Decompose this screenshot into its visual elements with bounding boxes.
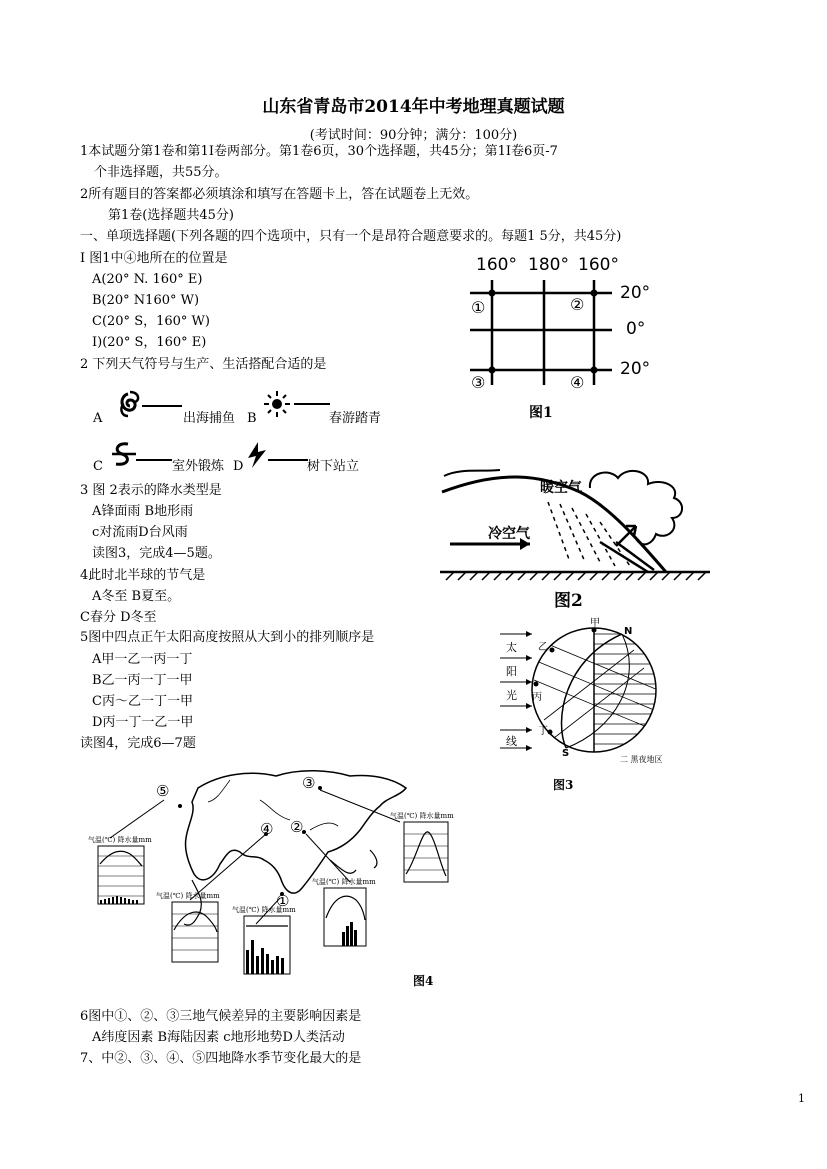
- figure-4-caption: 图4: [413, 974, 434, 988]
- sun-char-1: 太: [506, 641, 517, 654]
- q1-option-d: I)(20° S，160° E): [92, 335, 207, 350]
- figure-1-caption: 图1: [529, 405, 553, 421]
- q2-b-text: 春游踏青: [329, 411, 382, 426]
- read-fig4-note: 读图4，完成6—7题: [80, 736, 196, 751]
- lat-label-2: 0°: [626, 319, 646, 339]
- page-title: 山东省青岛市2014年中考地理真题试题: [262, 97, 565, 117]
- exam-info: (考试时间：90分钟；满分：100分): [309, 128, 518, 143]
- lat-label-3: 20°: [620, 359, 651, 379]
- figure-3-globe: [494, 620, 699, 770]
- q2-b-letter: B: [247, 411, 257, 426]
- q2-stem: 2 下列天气符号与生产、生活搭配合适的是: [80, 357, 327, 372]
- point-bing: 丙: [532, 692, 542, 703]
- chart-4-header: 气温(℃) 降水量mm: [156, 892, 220, 900]
- figure-2-front: [440, 462, 715, 587]
- page-number: 1: [798, 1092, 805, 1105]
- q4-options-2: C春分 D冬至: [80, 610, 157, 625]
- map-point-1: ①: [276, 892, 290, 910]
- map-point-5: ⑤: [156, 782, 170, 800]
- figure-1-grid: [462, 250, 662, 420]
- read-fig3-note: 读图3，完成4—5题。: [92, 546, 221, 561]
- map-point-4: ④: [260, 820, 274, 838]
- fig1-point-3: ③: [471, 373, 486, 392]
- point-ding: 丁: [538, 726, 548, 737]
- q6-stem: 6图中①、②、③三地气候差异的主要影响因素是: [80, 1009, 362, 1024]
- lon-label-2: 180°: [528, 255, 569, 275]
- lon-label-3: 160°: [578, 255, 619, 275]
- chart-5-header: 气温(℃) 降水量mm: [88, 836, 152, 844]
- q1-option-b: B(20° N160° W): [92, 293, 200, 308]
- q1-option-c: C(20° S，160° W): [92, 314, 210, 329]
- chart-1-header: 气温(℃) 降水量mm: [232, 906, 296, 914]
- map-point-3: ③: [302, 774, 316, 792]
- map-point-2: ②: [290, 818, 304, 836]
- lat-label-1: 20°: [620, 283, 651, 303]
- q5-option-a: A甲一乙一丙一丁: [92, 652, 193, 667]
- instruction-1: 1本试题分第1卷和第1I卷两部分。第1卷6页，30个选择题，共45分；第1I卷6页-7: [80, 144, 558, 159]
- point-yi: 乙: [538, 642, 548, 653]
- q2-c-text: 室外锻炼: [172, 459, 225, 474]
- sun-char-2: 阳: [506, 665, 517, 678]
- chart-3-header: 气温(℃) 降水量mm: [390, 812, 454, 820]
- night-legend: 二 黑夜地区: [620, 755, 663, 764]
- section-heading: 第1卷(选择题共45分): [108, 208, 234, 223]
- q3-options-2: c对流雨D台风雨: [92, 525, 188, 540]
- climate-chart-4: [156, 891, 220, 962]
- sun-char-3: 光: [506, 689, 517, 702]
- sun-char-4: 线: [506, 735, 517, 748]
- cold-air-label: 冷空气: [488, 526, 530, 542]
- q5-stem: 5图中四点正午太阳高度按照从大到小的排列顺序是: [80, 630, 375, 645]
- fig1-point-2: ②: [570, 295, 585, 314]
- figure-2-caption: 图2: [554, 591, 583, 611]
- chart-2-header: 气温(℃) 降水量mm: [312, 878, 376, 886]
- q4-options-1: A冬至 B夏至。: [92, 589, 181, 604]
- lon-label-1: 160°: [476, 255, 517, 275]
- climate-chart-2: [312, 877, 376, 946]
- climate-chart-5: [88, 835, 152, 904]
- q6-options: A纬度因素 B海陆因素 c地形地势D人类活动: [92, 1030, 345, 1045]
- q3-stem: 3 图 2表示的降水类型是: [80, 483, 222, 498]
- q2-d-text: 树下站立: [307, 459, 360, 474]
- point-jia: 甲: [590, 618, 600, 629]
- q5-option-d: D丙一丁一乙一甲: [92, 715, 194, 730]
- sandstorm-weather-icon: [108, 440, 172, 470]
- q5-option-b: B乙一丙一丁一甲: [92, 673, 193, 688]
- south-pole-label: S: [562, 748, 570, 759]
- instruction-2: 2所有题目的答案都必须填涂和填写在答题卡上，答在试题卷上无效。: [80, 187, 479, 202]
- thunderstorm-weather-icon: [244, 440, 308, 470]
- q7-stem: 7、中②、③、④、⑤四地降水季节变化最大的是: [80, 1051, 362, 1066]
- q1-stem: I 图1中④地所在的位置是: [80, 251, 228, 266]
- fig1-point-4: ④: [570, 373, 585, 392]
- part-heading: 一、单项选择题(下列各题的四个选项中，只有一个是昂符合题意要求的。每题1 5分，共45分): [80, 229, 622, 244]
- q3-options-1: A锋面雨 B地形雨: [92, 504, 194, 519]
- sunny-weather-icon: [262, 388, 330, 418]
- north-pole-label: N: [624, 626, 633, 637]
- typhoon-weather-icon: [118, 390, 182, 420]
- figure-4-map: [80, 760, 470, 990]
- warm-air-label: 暖空气: [540, 480, 582, 496]
- fig1-point-1: ①: [471, 298, 486, 317]
- q5-option-c: C丙～乙一丁一甲: [92, 694, 193, 709]
- figure-3-caption: 图3: [553, 778, 574, 792]
- q2-c-letter: C: [93, 459, 103, 474]
- q2-d-letter: D: [233, 459, 244, 474]
- instruction-1-cont: 个非选择题，共55分。: [94, 165, 228, 180]
- q2-a-letter: A: [93, 411, 103, 426]
- q1-option-a: A(20° N. 160° E): [92, 272, 203, 287]
- q2-a-text: 出海捕鱼: [183, 411, 236, 426]
- q4-stem: 4此时北半球的节气是: [80, 568, 206, 583]
